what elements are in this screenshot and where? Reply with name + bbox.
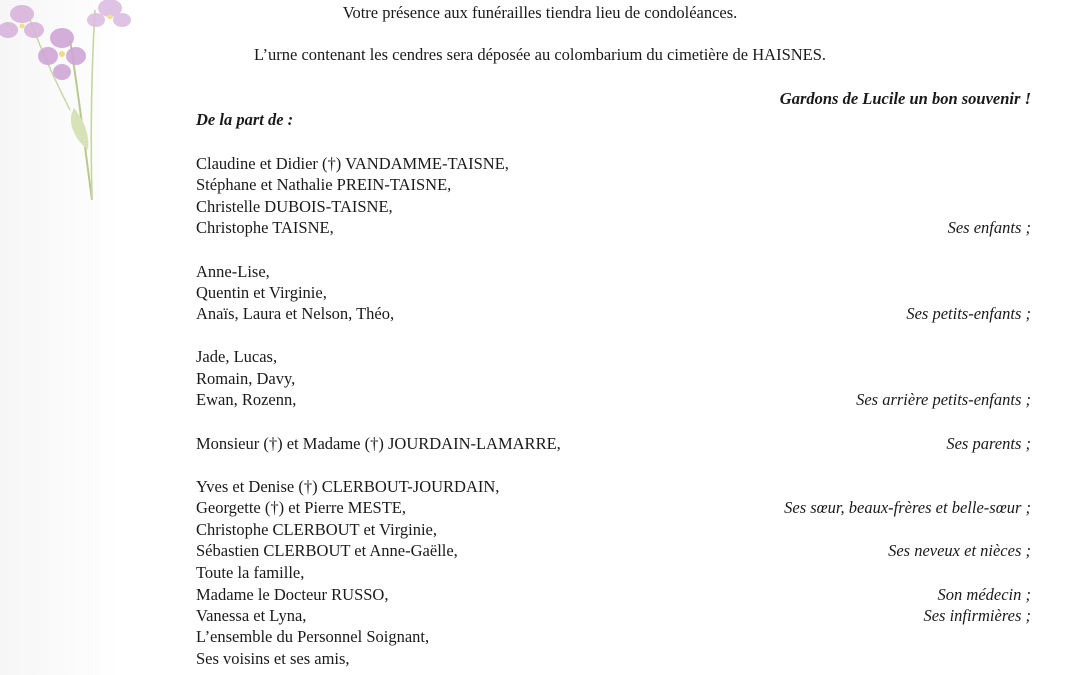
relation-label: Ses petits-enfants ; bbox=[906, 304, 1031, 323]
relation-label: Ses enfants ; bbox=[947, 218, 1031, 237]
list-item: Georgette (†) et Pierre MESTE, bbox=[196, 498, 407, 517]
list-item: L’ensemble du Personnel Soignant, bbox=[196, 627, 430, 646]
announcement-line-2: L’urne contenant les cendres sera déposée au colombarium du cimetière de HAISNES. bbox=[253, 45, 827, 64]
from-heading: De la part de : bbox=[196, 110, 294, 129]
souvenir-line: Gardons de Lucile un bon souvenir ! bbox=[779, 89, 1031, 108]
list-item: Vanessa et Lyna, bbox=[196, 606, 307, 625]
list-item: Yves et Denise (†) CLERBOUT-JOURDAIN, bbox=[196, 477, 500, 496]
relation-label: Ses arrière petits-enfants ; bbox=[856, 390, 1031, 409]
list-item: Romain, Davy, bbox=[196, 369, 296, 388]
relation-label: Ses infirmières ; bbox=[923, 606, 1031, 625]
list-item: Claudine et Didier (†) VANDAMME-TAISNE, bbox=[196, 154, 509, 173]
list-item: Christophe TAISNE, bbox=[196, 218, 334, 237]
list-item: Christophe CLERBOUT et Virginie, bbox=[196, 520, 438, 539]
list-item: Monsieur (†) et Madame (†) JOURDAIN-LAMARRE, bbox=[196, 434, 561, 453]
list-item: Anaïs, Laura et Nelson, Théo, bbox=[196, 304, 395, 323]
relation-label: Ses parents ; bbox=[946, 434, 1031, 453]
list-item: Toute la famille, bbox=[196, 563, 305, 582]
announcement-line-1: Votre présence aux funérailles tiendra lieu de condoléances. bbox=[342, 3, 738, 22]
list-item: Stéphane et Nathalie PREIN-TAISNE, bbox=[196, 175, 452, 194]
list-item: Quentin et Virginie, bbox=[196, 283, 327, 302]
list-item: Anne-Lise, bbox=[196, 262, 270, 281]
list-item: Sébastien CLERBOUT et Anne-Gaëlle, bbox=[196, 541, 458, 560]
relation-label: Ses sœur, beaux-frères et belle-sœur ; bbox=[784, 498, 1031, 517]
relation-label: Son médecin ; bbox=[937, 585, 1031, 604]
relation-label: Ses neveux et nièces ; bbox=[888, 541, 1031, 560]
list-item: Madame le Docteur RUSSO, bbox=[196, 585, 389, 604]
list-item: Jade, Lucas, bbox=[196, 347, 278, 366]
violet-flower-illustration bbox=[0, 0, 135, 200]
list-item: Ses voisins et ses amis, bbox=[196, 649, 350, 668]
list-item: Christelle DUBOIS-TAISNE, bbox=[196, 197, 393, 216]
list-item: Ewan, Rozenn, bbox=[196, 390, 297, 409]
